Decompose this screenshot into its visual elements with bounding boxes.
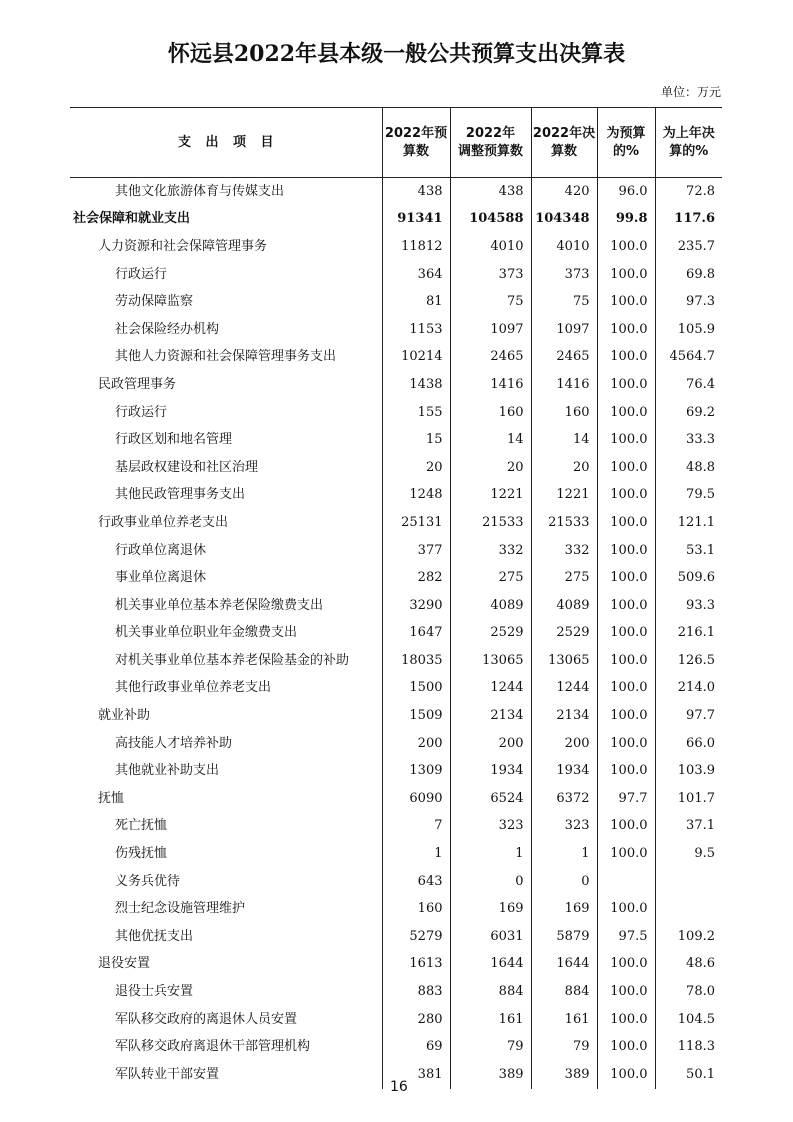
row-item-name: 事业单位离退休 <box>115 570 207 586</box>
cell-pct-of-last-year: 97.7 <box>655 702 722 730</box>
table-row <box>70 592 722 620</box>
cell-pct-of-budget: 100.0 <box>597 261 655 289</box>
table-row <box>70 757 722 785</box>
cell-adjusted-budget: 373 <box>450 261 531 289</box>
table-row <box>70 813 722 841</box>
cell-pct-of-last-year: 118.3 <box>655 1033 722 1061</box>
cell-pct-of-last-year: 117.6 <box>655 206 722 234</box>
cell-final: 4010 <box>531 233 597 261</box>
cell-adjusted-budget: 75 <box>450 288 531 316</box>
cell-adjusted-budget: 161 <box>450 1006 531 1034</box>
cell-pct-of-last-year: 126.5 <box>655 647 722 675</box>
budget-table <box>70 107 722 1089</box>
table-row <box>70 620 722 648</box>
cell-adjusted-budget: 6031 <box>450 923 531 951</box>
row-item-name: 社会保险经办机构 <box>115 321 220 337</box>
row-item-name: 义务兵优待 <box>115 873 181 889</box>
cell-adjusted-budget: 0 <box>450 868 531 896</box>
cell-final: 160 <box>531 399 597 427</box>
row-item-name: 就业补助 <box>98 708 151 724</box>
cell-final: 1 <box>531 840 597 868</box>
cell-budget: 18035 <box>382 647 450 675</box>
row-item-name: 其他优抚支出 <box>115 928 194 944</box>
cell-pct-of-last-year: 69.8 <box>655 261 722 289</box>
cell-pct-of-budget: 100.0 <box>597 233 655 261</box>
table-row <box>70 206 722 234</box>
cell-pct-of-last-year: 37.1 <box>655 813 722 841</box>
row-item-name: 机关事业单位职业年金缴费支出 <box>115 625 298 641</box>
cell-budget: 883 <box>382 978 450 1006</box>
cell-pct-of-budget: 100.0 <box>597 288 655 316</box>
cell-adjusted-budget: 169 <box>450 895 531 923</box>
cell-final: 1416 <box>531 371 597 399</box>
table-row <box>70 730 722 758</box>
cell-budget: 643 <box>382 868 450 896</box>
table-row <box>70 647 722 675</box>
cell-budget: 7 <box>382 813 450 841</box>
cell-adjusted-budget: 6524 <box>450 785 531 813</box>
row-item-name: 行政单位离退休 <box>115 542 207 558</box>
cell-pct-of-last-year: 105.9 <box>655 316 722 344</box>
cell-final: 332 <box>531 537 597 565</box>
cell-pct-of-last-year <box>655 868 722 896</box>
table-row <box>70 399 722 427</box>
cell-budget: 5279 <box>382 923 450 951</box>
row-item-name: 对机关事业单位基本养老保险基金的补助 <box>115 652 350 668</box>
table-row <box>70 978 722 1006</box>
table-row <box>70 868 722 896</box>
row-item-name: 社会保障和就业支出 <box>73 211 191 227</box>
cell-pct-of-last-year: 9.5 <box>655 840 722 868</box>
table-row <box>70 371 722 399</box>
row-item-name: 行政事业单位养老支出 <box>98 514 229 530</box>
cell-final: 104348 <box>531 206 597 234</box>
cell-budget: 1509 <box>382 702 450 730</box>
cell-pct-of-last-year: 121.1 <box>655 509 722 537</box>
table-row <box>70 840 722 868</box>
table-row <box>70 233 722 261</box>
row-item-name: 人力资源和社会保障管理事务 <box>98 238 268 254</box>
cell-pct-of-budget: 100.0 <box>597 454 655 482</box>
row-item-name: 其他人力资源和社会保障管理事务支出 <box>115 349 337 365</box>
cell-adjusted-budget: 1097 <box>450 316 531 344</box>
cell-final: 0 <box>531 868 597 896</box>
cell-budget: 1309 <box>382 757 450 785</box>
cell-adjusted-budget: 4089 <box>450 592 531 620</box>
cell-final: 275 <box>531 564 597 592</box>
cell-budget: 1647 <box>382 620 450 648</box>
cell-final: 1244 <box>531 675 597 703</box>
row-item-name: 高技能人才培养补助 <box>115 735 233 751</box>
row-item-name: 行政区划和地名管理 <box>115 432 233 448</box>
row-item-name: 其他行政事业单位养老支出 <box>115 680 272 696</box>
cell-adjusted-budget: 1416 <box>450 371 531 399</box>
col-header-item: 支 出 项 目 <box>70 108 382 178</box>
cell-pct-of-budget: 100.0 <box>597 1006 655 1034</box>
cell-budget: 69 <box>382 1033 450 1061</box>
cell-pct-of-budget: 100.0 <box>597 951 655 979</box>
col-header-budget: 2022年预 算数 <box>382 108 450 178</box>
cell-final: 1097 <box>531 316 597 344</box>
cell-pct-of-budget: 100.0 <box>597 564 655 592</box>
cell-adjusted-budget: 4010 <box>450 233 531 261</box>
cell-pct-of-budget: 100.0 <box>597 702 655 730</box>
cell-adjusted-budget: 14 <box>450 426 531 454</box>
cell-pct-of-budget: 100.0 <box>597 426 655 454</box>
cell-adjusted-budget: 275 <box>450 564 531 592</box>
cell-adjusted-budget: 884 <box>450 978 531 1006</box>
row-item-name: 民政管理事务 <box>98 376 177 392</box>
cell-budget: 25131 <box>382 509 450 537</box>
cell-pct-of-last-year: 216.1 <box>655 620 722 648</box>
cell-budget: 1500 <box>382 675 450 703</box>
cell-budget: 1248 <box>382 482 450 510</box>
cell-budget: 10214 <box>382 344 450 372</box>
table-row <box>70 316 722 344</box>
cell-pct-of-budget: 100.0 <box>597 399 655 427</box>
cell-pct-of-last-year: 78.0 <box>655 978 722 1006</box>
cell-pct-of-last-year: 509.6 <box>655 564 722 592</box>
cell-budget: 438 <box>382 178 450 206</box>
cell-final: 1644 <box>531 951 597 979</box>
cell-pct-of-last-year: 101.7 <box>655 785 722 813</box>
row-item-name: 退役士兵安置 <box>115 984 194 1000</box>
cell-final: 13065 <box>531 647 597 675</box>
cell-final: 79 <box>531 1033 597 1061</box>
cell-final: 389 <box>531 1061 597 1089</box>
table-row <box>70 537 722 565</box>
row-item-name: 劳动保障监察 <box>115 294 194 310</box>
cell-pct-of-budget: 100.0 <box>597 344 655 372</box>
row-item-name: 军队移交政府离退休干部管理机构 <box>115 1039 311 1055</box>
table-row <box>70 509 722 537</box>
cell-budget: 1 <box>382 840 450 868</box>
cell-pct-of-last-year: 76.4 <box>655 371 722 399</box>
cell-final: 21533 <box>531 509 597 537</box>
table-row <box>70 951 722 979</box>
cell-pct-of-last-year: 48.8 <box>655 454 722 482</box>
cell-pct-of-last-year: 53.1 <box>655 537 722 565</box>
cell-budget: 1153 <box>382 316 450 344</box>
cell-budget: 11812 <box>382 233 450 261</box>
table-row <box>70 344 722 372</box>
table-row <box>70 288 722 316</box>
cell-final: 169 <box>531 895 597 923</box>
cell-pct-of-budget: 100.0 <box>597 509 655 537</box>
cell-pct-of-budget: 99.8 <box>597 206 655 234</box>
cell-final: 373 <box>531 261 597 289</box>
cell-pct-of-last-year: 72.8 <box>655 178 722 206</box>
table-row <box>70 564 722 592</box>
cell-budget: 1438 <box>382 371 450 399</box>
cell-pct-of-budget: 100.0 <box>597 757 655 785</box>
cell-budget: 20 <box>382 454 450 482</box>
cell-budget: 282 <box>382 564 450 592</box>
cell-adjusted-budget: 104588 <box>450 206 531 234</box>
cell-pct-of-budget: 100.0 <box>597 482 655 510</box>
cell-pct-of-budget: 100.0 <box>597 675 655 703</box>
table-row <box>70 923 722 951</box>
cell-budget: 3290 <box>382 592 450 620</box>
cell-final: 2465 <box>531 344 597 372</box>
cell-pct-of-last-year <box>655 895 722 923</box>
cell-final: 75 <box>531 288 597 316</box>
cell-pct-of-budget: 97.7 <box>597 785 655 813</box>
row-item-name: 退役安置 <box>98 956 151 972</box>
cell-budget: 377 <box>382 537 450 565</box>
cell-final: 200 <box>531 730 597 758</box>
cell-pct-of-budget: 100.0 <box>597 840 655 868</box>
unit-label: 单位：万元 <box>660 85 721 99</box>
cell-final: 323 <box>531 813 597 841</box>
cell-pct-of-budget: 100.0 <box>597 537 655 565</box>
cell-pct-of-budget <box>597 868 655 896</box>
cell-budget: 381 <box>382 1061 450 1089</box>
cell-adjusted-budget: 1 <box>450 840 531 868</box>
cell-adjusted-budget: 323 <box>450 813 531 841</box>
col-header-final: 2022年决 算数 <box>531 108 597 178</box>
cell-adjusted-budget: 1244 <box>450 675 531 703</box>
cell-adjusted-budget: 160 <box>450 399 531 427</box>
table-row <box>70 785 722 813</box>
cell-final: 884 <box>531 978 597 1006</box>
cell-pct-of-last-year: 103.9 <box>655 757 722 785</box>
table-row <box>70 178 722 206</box>
cell-pct-of-budget: 100.0 <box>597 316 655 344</box>
cell-final: 6372 <box>531 785 597 813</box>
col-header-adjusted-budget: 2022年 调整预算数 <box>450 108 531 178</box>
row-item-name: 抚恤 <box>98 790 125 806</box>
cell-pct-of-budget: 100.0 <box>597 1033 655 1061</box>
cell-pct-of-last-year: 69.2 <box>655 399 722 427</box>
page-title: 怀远县2022年县本级一般公共预算支出决算表 <box>167 41 626 67</box>
cell-final: 420 <box>531 178 597 206</box>
cell-final: 1934 <box>531 757 597 785</box>
cell-final: 14 <box>531 426 597 454</box>
cell-pct-of-budget: 100.0 <box>597 730 655 758</box>
cell-adjusted-budget: 332 <box>450 537 531 565</box>
cell-pct-of-budget: 96.0 <box>597 178 655 206</box>
row-item-name: 行政运行 <box>115 266 168 282</box>
cell-pct-of-last-year: 48.6 <box>655 951 722 979</box>
cell-budget: 1613 <box>382 951 450 979</box>
row-item-name: 行政运行 <box>115 404 168 420</box>
cell-pct-of-budget: 100.0 <box>597 813 655 841</box>
table-row <box>70 261 722 289</box>
cell-adjusted-budget: 200 <box>450 730 531 758</box>
cell-budget: 160 <box>382 895 450 923</box>
cell-pct-of-last-year: 97.3 <box>655 288 722 316</box>
cell-pct-of-budget: 100.0 <box>597 620 655 648</box>
row-item-name: 其他民政管理事务支出 <box>115 487 246 503</box>
cell-pct-of-last-year: 79.5 <box>655 482 722 510</box>
table-row <box>70 1033 722 1061</box>
table-body <box>70 178 722 1089</box>
cell-pct-of-last-year: 109.2 <box>655 923 722 951</box>
cell-pct-of-budget: 100.0 <box>597 592 655 620</box>
cell-budget: 6090 <box>382 785 450 813</box>
row-item-name: 烈士纪念设施管理维护 <box>115 901 246 917</box>
page-number: 16 <box>390 1079 408 1095</box>
cell-adjusted-budget: 20 <box>450 454 531 482</box>
header-row <box>70 108 722 178</box>
cell-pct-of-last-year: 214.0 <box>655 675 722 703</box>
cell-final: 2529 <box>531 620 597 648</box>
cell-budget: 200 <box>382 730 450 758</box>
table-row <box>70 1006 722 1034</box>
cell-final: 4089 <box>531 592 597 620</box>
row-item-name: 死亡抚恤 <box>115 818 168 834</box>
cell-final: 5879 <box>531 923 597 951</box>
cell-budget: 81 <box>382 288 450 316</box>
cell-budget: 364 <box>382 261 450 289</box>
table-row <box>70 702 722 730</box>
row-item-name: 军队转业干部安置 <box>115 1066 220 1082</box>
col-header-pct-of-last-year: 为上年决 算的% <box>655 108 722 178</box>
row-item-name: 伤残抚恤 <box>115 846 168 862</box>
row-item-name: 其他就业补助支出 <box>115 763 220 779</box>
cell-pct-of-last-year: 4564.7 <box>655 344 722 372</box>
cell-adjusted-budget: 21533 <box>450 509 531 537</box>
cell-pct-of-last-year: 93.3 <box>655 592 722 620</box>
cell-final: 1221 <box>531 482 597 510</box>
cell-adjusted-budget: 79 <box>450 1033 531 1061</box>
cell-adjusted-budget: 13065 <box>450 647 531 675</box>
cell-budget: 15 <box>382 426 450 454</box>
cell-final: 2134 <box>531 702 597 730</box>
cell-adjusted-budget: 389 <box>450 1061 531 1089</box>
cell-pct-of-budget: 100.0 <box>597 978 655 1006</box>
cell-pct-of-budget: 100.0 <box>597 371 655 399</box>
cell-pct-of-last-year: 33.3 <box>655 426 722 454</box>
cell-pct-of-budget: 100.0 <box>597 895 655 923</box>
table-row <box>70 482 722 510</box>
cell-pct-of-budget: 97.5 <box>597 923 655 951</box>
table-row <box>70 426 722 454</box>
table-row <box>70 895 722 923</box>
cell-budget: 155 <box>382 399 450 427</box>
cell-final: 161 <box>531 1006 597 1034</box>
row-item-name: 其他文化旅游体育与传媒支出 <box>115 183 285 199</box>
cell-pct-of-budget: 100.0 <box>597 1061 655 1089</box>
cell-adjusted-budget: 2529 <box>450 620 531 648</box>
cell-adjusted-budget: 1221 <box>450 482 531 510</box>
row-item-name: 基层政权建设和社区治理 <box>115 459 259 475</box>
cell-final: 20 <box>531 454 597 482</box>
cell-adjusted-budget: 438 <box>450 178 531 206</box>
cell-budget: 280 <box>382 1006 450 1034</box>
cell-budget: 91341 <box>382 206 450 234</box>
row-item-name: 军队移交政府的离退休人员安置 <box>115 1011 298 1027</box>
table-row <box>70 454 722 482</box>
cell-pct-of-budget: 100.0 <box>597 647 655 675</box>
cell-adjusted-budget: 2465 <box>450 344 531 372</box>
cell-adjusted-budget: 1644 <box>450 951 531 979</box>
cell-pct-of-last-year: 50.1 <box>655 1061 722 1089</box>
cell-pct-of-last-year: 66.0 <box>655 730 722 758</box>
cell-pct-of-last-year: 104.5 <box>655 1006 722 1034</box>
table-header <box>70 108 722 178</box>
cell-adjusted-budget: 2134 <box>450 702 531 730</box>
row-item-name: 机关事业单位基本养老保险缴费支出 <box>115 597 324 613</box>
cell-adjusted-budget: 1934 <box>450 757 531 785</box>
table-row <box>70 675 722 703</box>
cell-pct-of-last-year: 235.7 <box>655 233 722 261</box>
col-header-pct-of-budget: 为预算 的% <box>597 108 655 178</box>
